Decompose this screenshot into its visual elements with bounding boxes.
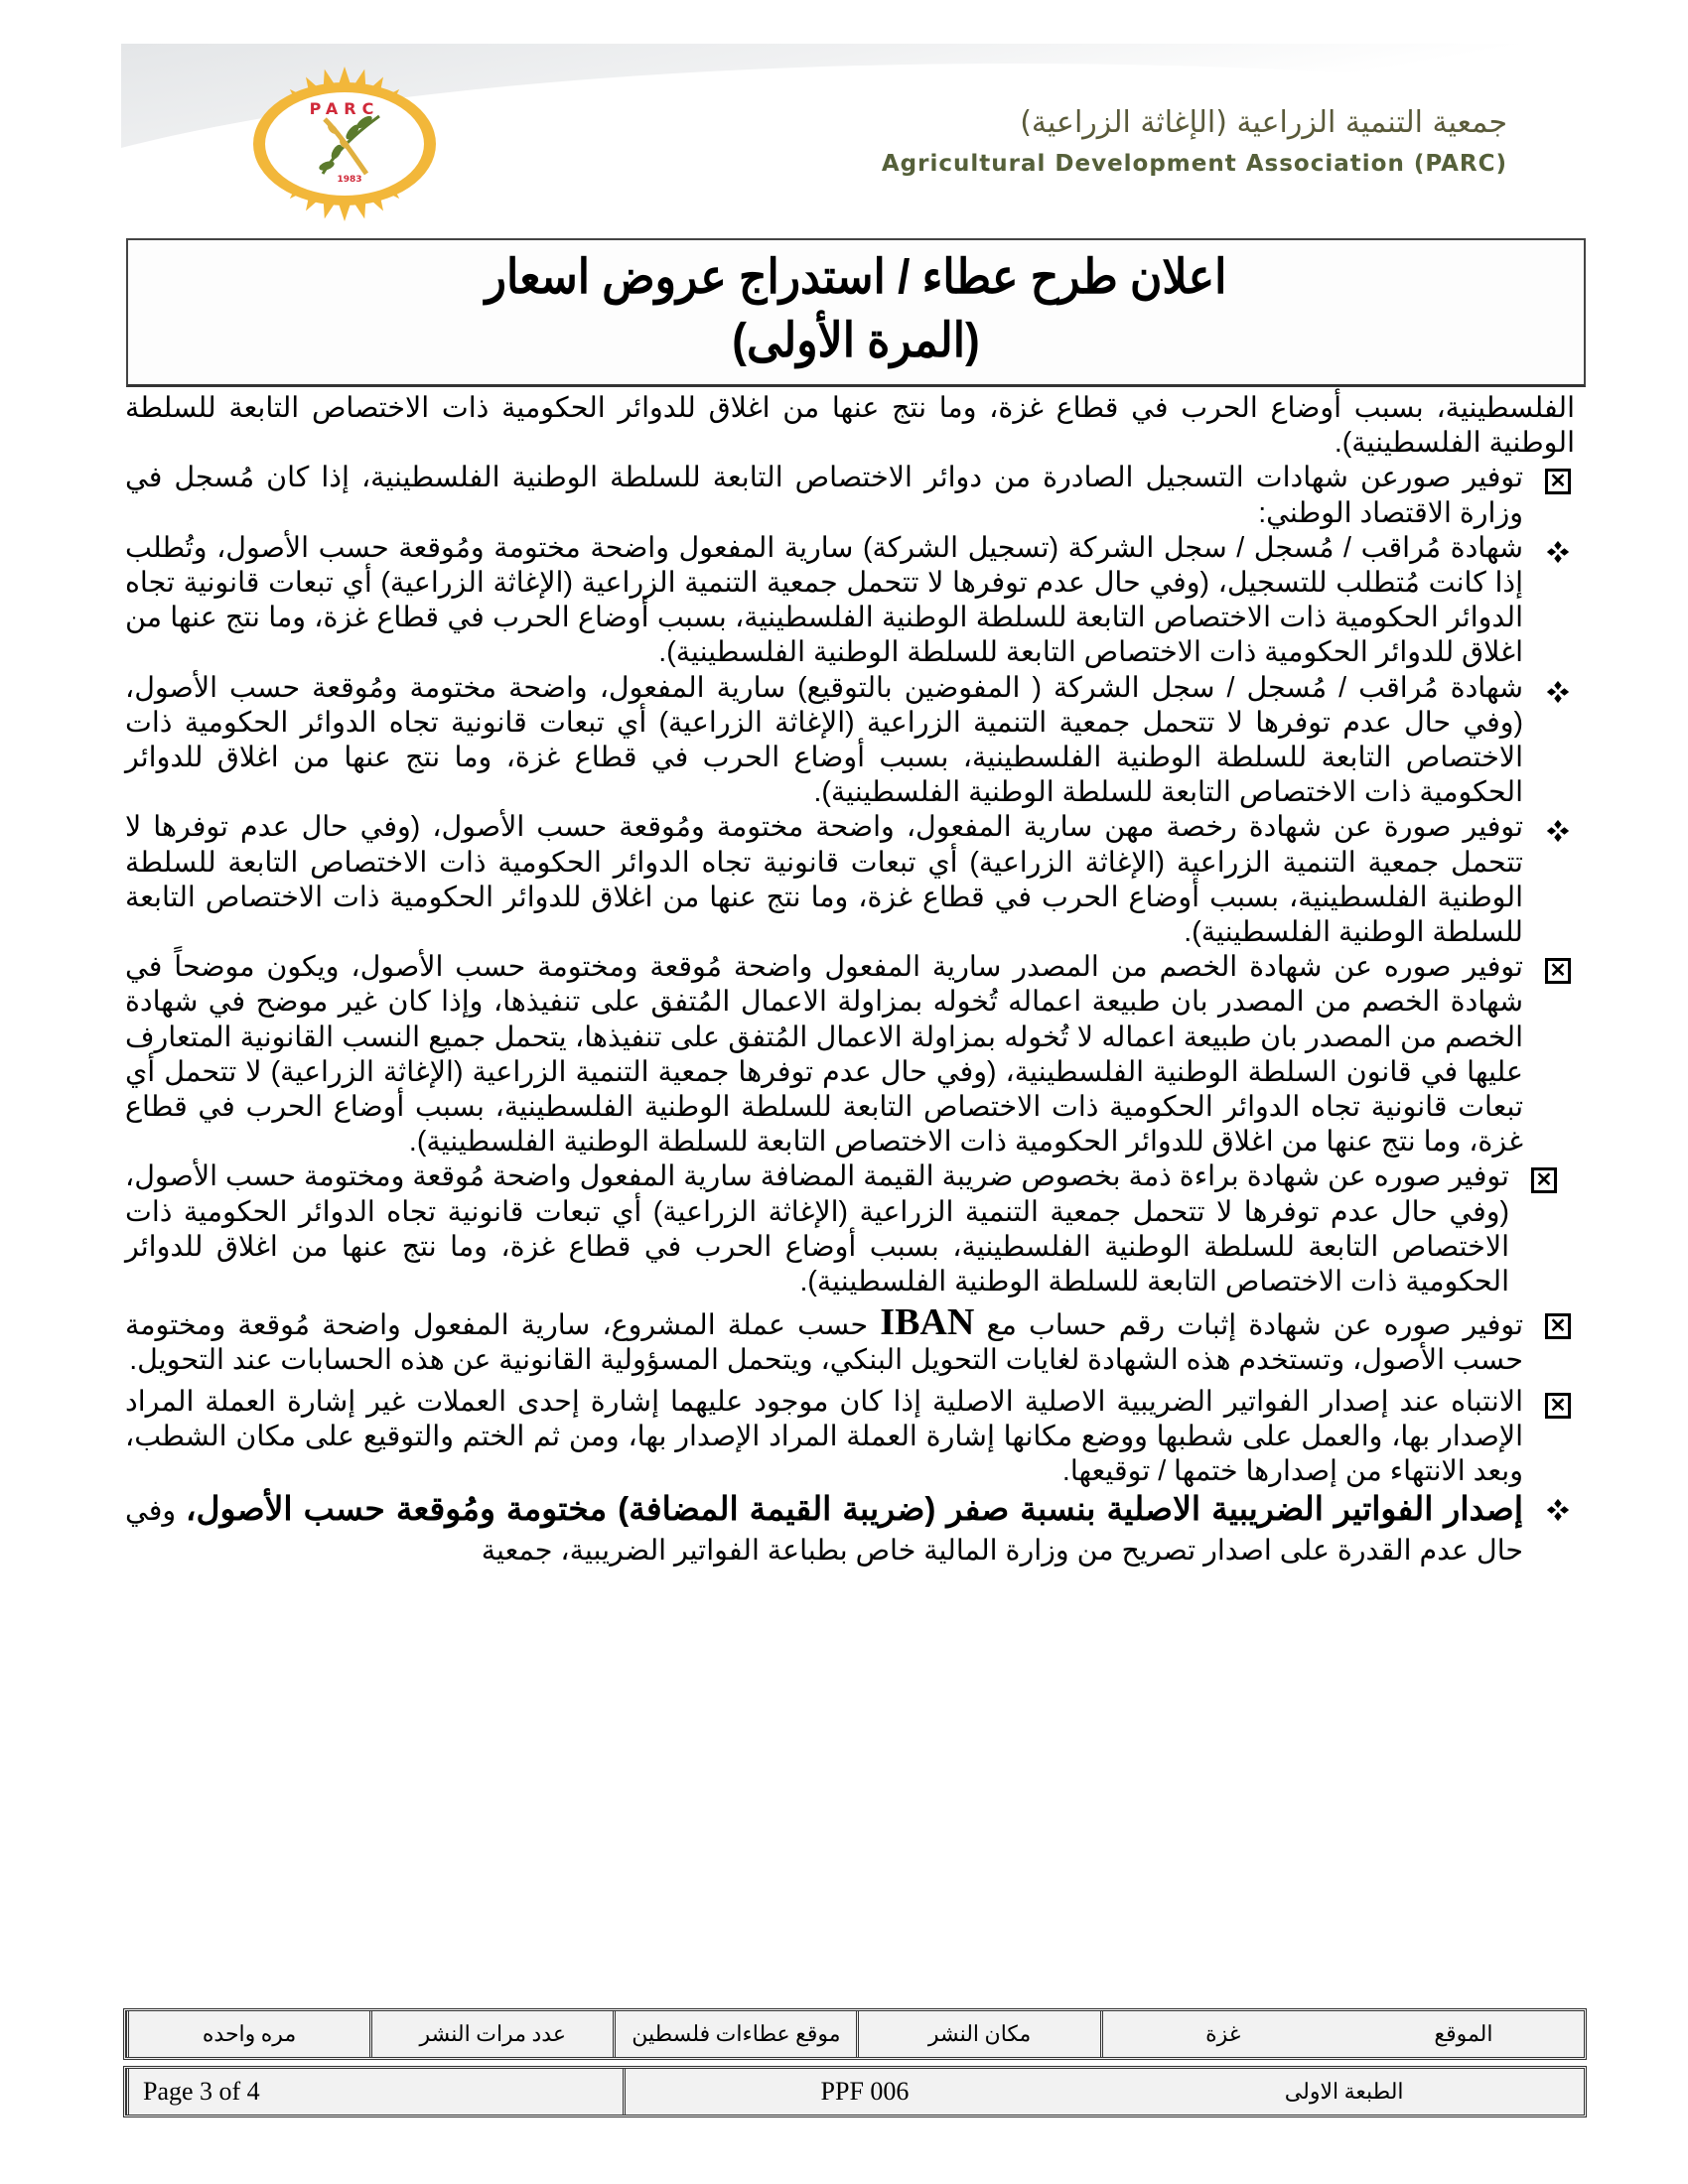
paragraph-text	[125, 1301, 1524, 1378]
org-name-arabic: جمعية التنمية الزراعية (الإغاثة الزراعية)	[1020, 105, 1507, 140]
iban-text-before: توفير صوره عن شهادة إثبات رقم حساب مع	[986, 1309, 1524, 1342]
footer-cell-publish-count-label: عدد مرات النشر	[369, 2011, 613, 2057]
list-item	[125, 461, 1575, 530]
paragraph-text: الفلسطينية، بسبب أوضاع الحرب في قطاع غزة، وما نتج عنها من اغلاق للدوائر الحكومية ذات الاختصاص التابعة للسلطة الوطنية الفلسطينية).	[125, 392, 1575, 460]
list-item	[125, 1301, 1575, 1378]
bold-requirement-text: إصدار الفواتير الضريبية الاصلية بنسبة صفر (ضريبة القيمة المضافة) مختومة ومُوقعة حسب الأصول،	[185, 1490, 1523, 1528]
paragraph-text: توفير صورعن شهادات التسجيل الصادرة من دوائر الاختصاص التابعة للسلطة الوطنية الفلسطينية، إذا كان مُسجل في وزارة الاقتصاد الوطني:	[125, 462, 1523, 529]
footer-cell-page-number: Page 3 of 4	[126, 2069, 623, 2115]
footer-row-meta	[123, 2066, 1587, 2117]
diamond-bullet-icon	[1545, 818, 1571, 844]
title-line-1: اعلان طرح عطاء / استدراج عروض اسعار	[485, 251, 1227, 304]
footer-cell-publish-count-value: مره واحده	[126, 2011, 369, 2057]
letterhead	[121, 44, 1587, 238]
diamond-bullet-icon	[1545, 1497, 1571, 1523]
paragraph-text: شهادة مُراقب / مُسجل / سجل الشركة (تسجيل الشركة) سارية المفعول واضحة مختومة ومُوقعة حسب الأصول، وتُطلب إذا كانت مُتطلب للتسجيل، (وفي حال عدم توفرها لا تتحمل جمعية التنمية الزراعية (الإغاثة الزراعية) أي تبعات قانونية تجاه الدوائر الحكومية ذات الاختصاص التابعة للسلطة الوطنية الفلسطينية، بسبب أوضاع الحرب في قطاع غزة، وما نتج عنها من اغلاق للدوائر الحكومية ذات الاختصاص التابعة للسلطة الوطنية الفلسطينية).	[125, 531, 1523, 669]
list-item	[125, 531, 1575, 671]
diamond-bullet-icon	[1545, 539, 1571, 565]
announcement-title-box	[126, 238, 1586, 387]
footer-cell-location-value: غزة	[1100, 2011, 1343, 2057]
checkbox-x-icon: ✕	[1545, 1393, 1571, 1419]
parc-logo-icon	[230, 66, 459, 222]
svg-text:PARC: PARC	[309, 99, 380, 118]
svg-text:1983: 1983	[337, 175, 362, 185]
paragraph-text: شهادة مُراقب / مُسجل / سجل الشركة ( المفوضين بالتوقيع) سارية المفعول، واضحة مختومة ومُوقعة حسب الأصول، (وفي حال عدم توفرها لا تتحمل جمعية التنمية الزراعية (الإغاثة الزراعية) أي تبعات قانونية تجاه الدوائر الحكومية ذات الاختصاص التابعة للسلطة الوطنية الفلسطينية، بسبب أوضاع الحرب في قطاع غزة، وما نتج عنها من اغلاق للدوائر الحكومية ذات الاختصاص التابعة للسلطة الوطنية الفلسطينية).	[125, 671, 1523, 809]
footer-cell-publish-place-label: مكان النشر	[856, 2011, 1099, 2057]
title-line-2: (المرة الأولى)	[732, 315, 980, 367]
iban-text-after: حسب عملة المشروع، سارية المفعول واضحة مُوقعة ومختومة حسب الأصول، وتستخدم هذه الشهادة لغايات التحويل البنكي، ويتحمل المسؤولية القانونية عن هذه الحسابات عند التحويل.	[125, 1309, 1523, 1377]
list-item	[125, 810, 1575, 950]
checkbox-x-icon: ✕	[1545, 469, 1571, 494]
paragraph-continuation	[125, 391, 1575, 461]
footer-cell-location-label: الموقع	[1434, 2021, 1493, 2046]
diamond-bullet-icon	[1545, 679, 1571, 705]
list-item	[125, 671, 1575, 811]
document-body	[125, 391, 1575, 1570]
checkbox-x-icon: ✕	[1545, 958, 1571, 984]
footer-row-publication	[123, 2008, 1587, 2060]
footer-cell-publish-place-value: موقع عطاءات فلسطين	[613, 2011, 856, 2057]
document-footer-table	[123, 2008, 1587, 2117]
list-item	[125, 1160, 1575, 1299]
paragraph-text: الانتباه عند إصدار الفواتير الضريبية الاصلية الاصلية إذا كان موجود عليهما إشارة إحدى العملات غير إشارة العملة المراد الإصدار بها، والعمل على شطبها ووضع مكانها إشارة العملة المراد الإصدار بها، ومن ثم الختم والتوقيع على مكان الشطب، وبعد الانتهاء من إصدارها ختمها / توقيعها.	[125, 1385, 1523, 1488]
footer-cell-edition: الطبعة الاولى	[1284, 2079, 1404, 2104]
paragraph-rest-text: وفي حال عدم القدرة على اصدار تصريح من وزارة المالية خاص بطباعة الفواتير الضريبية، جمعية	[125, 1495, 1523, 1568]
paragraph-text: توفير صوره عن شهادة الخصم من المصدر سارية المفعول واضحة مُوقعة ومختومة حسب الأصول، ويكون موضحاً في شهادة الخصم من المصدر بان طبيعة اعماله تُخوله بمزاولة الاعمال المُتفق على تنفيذها، وإذا كان غير موضح في شهادة الخصم من المصدر بان طبيعة اعماله لا تُخوله بمزاولة الاعمال المُتفق على تنفيذها، يتحمل جميع النسب القانونية المتعارف عليها في قانون السلطة الوطنية الفلسطينية، (وفي حال عدم توفرها جمعية التنمية الزراعية (الإغاثة الزراعية) لا تتحمل أي تبعات قانونية تجاه الدوائر الحكومية ذات الاختصاص التابعة للسلطة الوطنية الفلسطينية، بسبب أوضاع الحرب في قطاع غزة، وما نتج عنها من اغلاق للدوائر الحكومية ذات الاختصاص التابعة للسلطة الوطنية الفلسطينية).	[125, 951, 1523, 1159]
iban-label: IBAN	[880, 1301, 975, 1344]
paragraph-text: توفير صوره عن شهادة براءة ذمة بخصوص ضريبة القيمة المضافة سارية المفعول واضحة مُوقعة ومختومة حسب الأصول، (وفي حال عدم توفرها لا تتحمل جمعية التنمية الزراعية (الإغاثة الزراعية) أي تبعات قانونية تجاه الدوائر الحكومية ذات الاختصاص التابعة للسلطة الوطنية الفلسطينية، بسبب أوضاع الحرب في قطاع غزة، وما نتج عنها من اغلاق للدوائر الحكومية ذات الاختصاص التابعة للسلطة الوطنية الفلسطينية).	[125, 1160, 1509, 1298]
footer-cell-form-code: PPF 006	[623, 2069, 1105, 2115]
checkbox-x-icon: ✕	[1545, 1313, 1571, 1339]
list-item	[125, 1385, 1575, 1490]
paragraph-text: توفير صورة عن شهادة رخصة مهن سارية المفعول، واضحة مختومة ومُوقعة حسب الأصول، (وفي حال عدم توفرها لا تتحمل جمعية التنمية الزراعية (الإغاثة الزراعية) أي تبعات قانونية تجاه الدوائر الحكومية ذات الاختصاص التابعة للسلطة الوطنية الفلسطينية، بسبب أوضاع الحرب في قطاع غزة، وما نتج عنها من اغلاق للدوائر الحكومية ذات الاختصاص التابعة للسلطة الوطنية الفلسطينية).	[125, 811, 1523, 949]
list-item	[125, 1489, 1575, 1570]
paragraph-text	[125, 1489, 1523, 1570]
checkbox-x-icon: ✕	[1531, 1167, 1557, 1193]
org-name-english: Agricultural Development Association (PARC)	[881, 151, 1507, 177]
list-item	[125, 950, 1575, 1160]
